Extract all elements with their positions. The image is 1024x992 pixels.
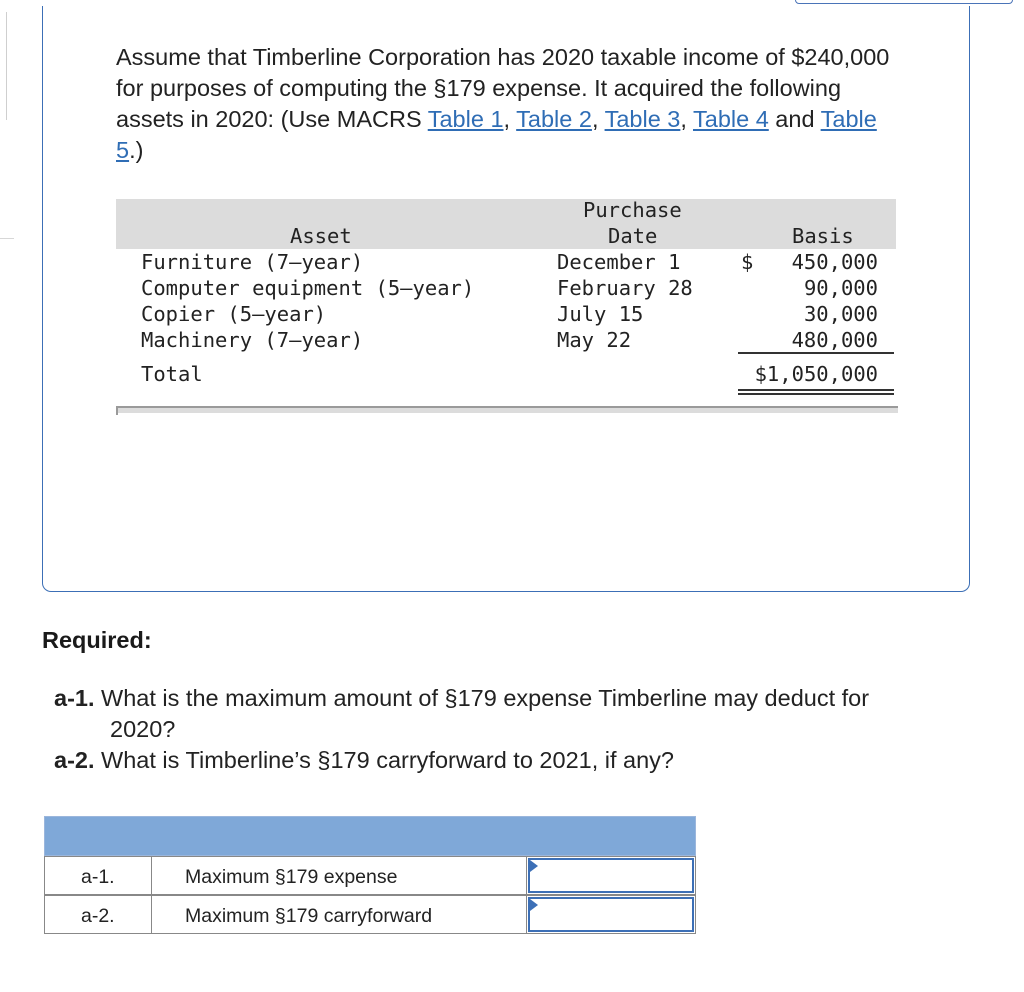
link-table-3[interactable]: Table 3 — [604, 106, 681, 132]
required-heading: Required: — [42, 627, 152, 653]
answer-row-label: a-2. — [81, 905, 115, 927]
row-date: February 28 — [557, 276, 693, 300]
row-asset: Copier (5–year) — [141, 302, 327, 326]
header-purchase: Purchase — [583, 198, 682, 222]
row-basis: 450,000 — [791, 250, 878, 274]
header-date: Date — [608, 224, 658, 248]
answer-row-label: a-1. — [81, 866, 115, 888]
column-divider — [526, 896, 527, 933]
asset-table — [116, 197, 898, 417]
separator: and — [768, 106, 821, 132]
row-date: July 15 — [557, 302, 644, 326]
left-panel-divider — [0, 238, 14, 239]
question-a1-continued: 2020? — [110, 716, 176, 742]
link-table-1[interactable]: Table 1 — [427, 106, 504, 132]
row-basis: 480,000 — [791, 328, 878, 352]
question-text: What is Timberline’s §179 carryforward to 2021, if any? — [101, 747, 675, 773]
question-a1 — [54, 683, 869, 714]
row-asset: Furniture (7–year) — [141, 250, 364, 274]
answer-table-header — [44, 816, 696, 856]
header-asset: Asset — [290, 224, 352, 248]
max-179-expense-input[interactable] — [528, 858, 694, 893]
row-basis: 30,000 — [803, 302, 878, 326]
question-a2 — [54, 745, 674, 776]
answer-row-a2 — [44, 895, 696, 934]
left-panel-edge — [0, 12, 7, 120]
total-value: $1,050,000 — [754, 362, 878, 386]
link-table-4[interactable]: Table 4 — [693, 106, 769, 132]
table-bottom-bar — [116, 406, 898, 413]
intro-text: Assume that Timberline Corporation has 2020 taxable income of $240,000 for purposes of computing the §179 expense. It acquired the following assets in 2020: (Use MACRS — [116, 44, 890, 132]
subtotal-rule — [738, 352, 894, 354]
link-table-5[interactable]: Table 5 — [116, 106, 877, 163]
header-basis: Basis — [792, 224, 854, 248]
question-tag: a-2. — [54, 747, 95, 773]
table-header-band — [116, 199, 896, 249]
column-divider — [151, 857, 152, 894]
intro-end: .) — [129, 137, 144, 163]
answer-table — [44, 816, 696, 936]
link-table-2[interactable]: Table 2 — [516, 106, 592, 132]
row-asset: Computer equipment (5–year) — [141, 276, 475, 300]
column-divider — [151, 896, 152, 933]
answer-row-description: Maximum §179 expense — [185, 866, 398, 888]
separator: , — [591, 106, 605, 132]
separator: , — [680, 106, 693, 132]
table-bottom-tick — [116, 406, 118, 415]
total-double-rule-bottom — [738, 393, 894, 395]
row-currency: $ — [741, 250, 754, 274]
max-179-carryforward-input[interactable] — [528, 897, 694, 932]
question-intro — [116, 42, 906, 166]
answer-row-a1 — [44, 856, 696, 895]
top-tab-edge — [795, 0, 1013, 4]
question-text: What is the maximum amount of §179 expense Timberline may deduct for — [101, 685, 870, 711]
row-asset: Machinery (7–year) — [141, 328, 364, 352]
question-tag: a-1. — [54, 685, 95, 711]
input-flag-icon — [530, 899, 538, 911]
row-basis: 90,000 — [803, 276, 878, 300]
input-flag-icon — [530, 860, 538, 872]
separator: , — [503, 106, 517, 132]
answer-row-description: Maximum §179 carryforward — [185, 905, 433, 927]
total-label: Total — [141, 362, 203, 386]
column-divider — [526, 857, 527, 894]
row-date: May 22 — [557, 328, 632, 352]
row-date: December 1 — [557, 250, 681, 274]
total-double-rule-top — [738, 389, 894, 391]
